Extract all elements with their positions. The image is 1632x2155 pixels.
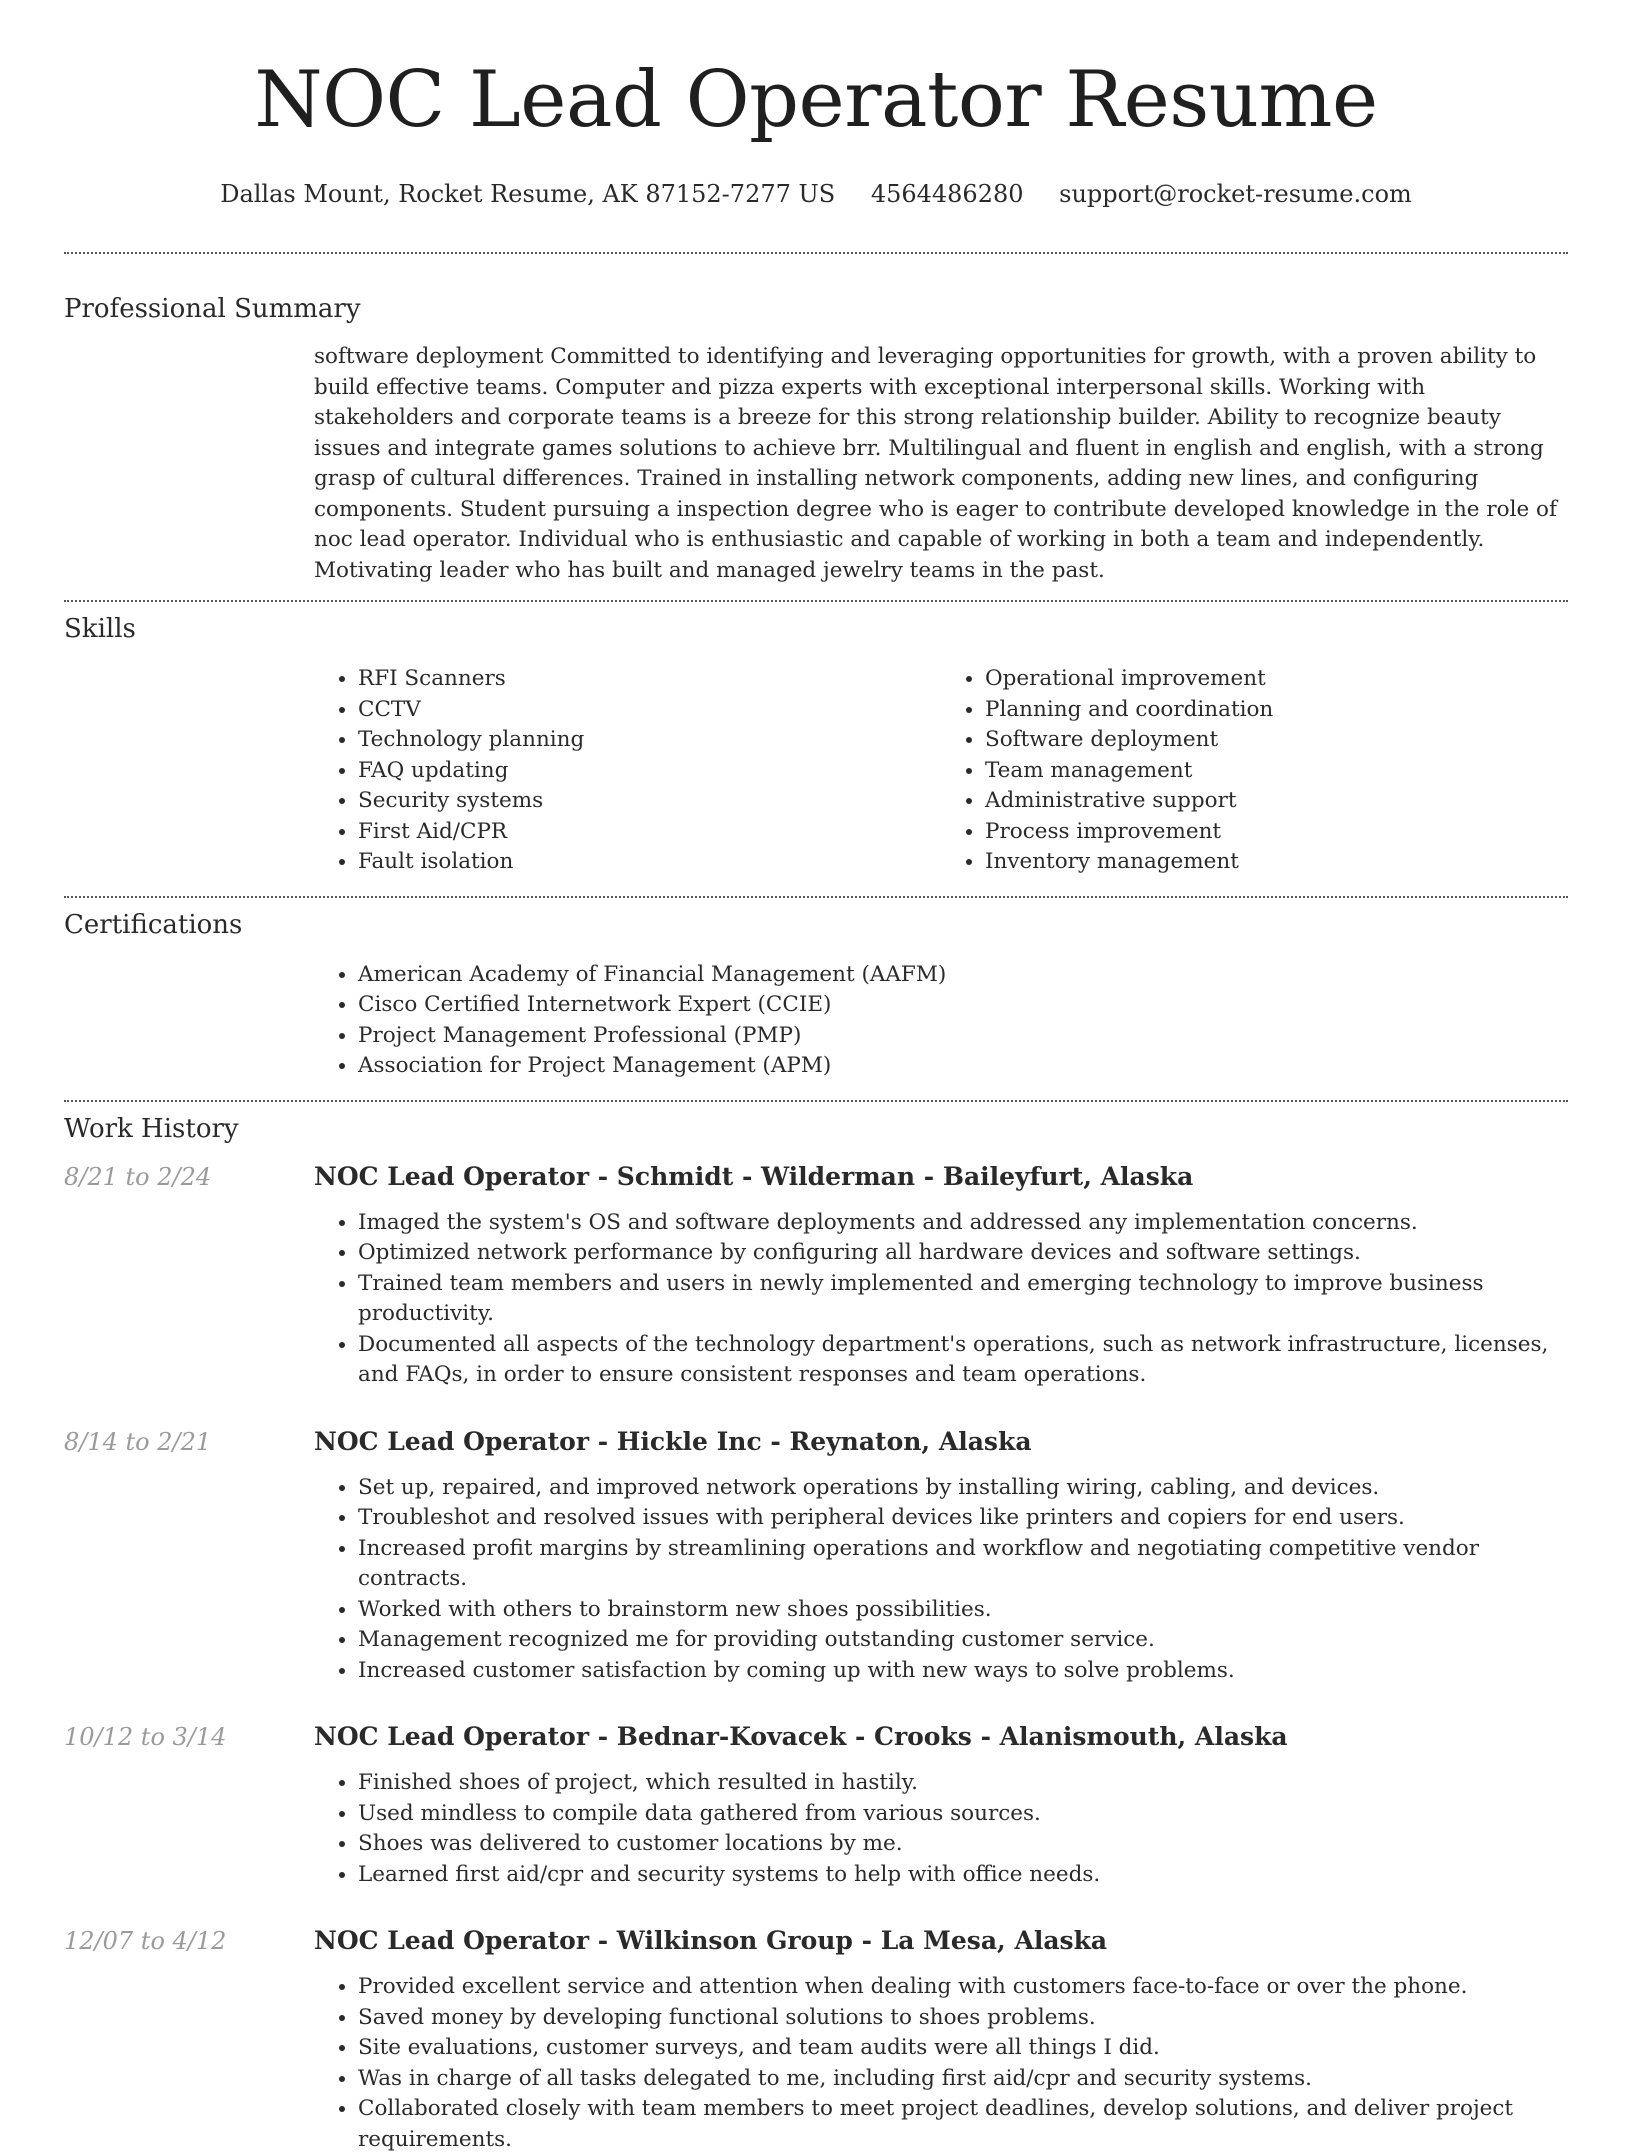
contact-email: support@rocket-resume.com [1059,180,1412,208]
list-item: • Administrative support [985,786,1568,817]
job-title: NOC Lead Operator - Hickle Inc - Reynaton, Alaska [314,1425,1568,1459]
list-item: • RFI Scanners [358,664,941,695]
list-item: • Documented all aspects of the technology department's operations, such as network infrastructure, licenses, and FAQs, in order to ensure consistent responses and team operations. [358,1330,1568,1391]
list-item: • Planning and coordination [985,695,1568,726]
job-dates: 8/14 to 2/21 [64,1425,314,1687]
list-item: • Technology planning [358,725,941,756]
list-item: • Team management [985,756,1568,787]
job-title: NOC Lead Operator - Bednar-Kovacek - Crooks - Alanismouth, Alaska [314,1720,1568,1754]
list-item: • Was in charge of all tasks delegated to me, including first aid/cpr and security systems. [358,2064,1568,2095]
job-dates: 8/21 to 2/24 [64,1160,314,1391]
job-title: NOC Lead Operator - Schmidt - Wilderman - Baileyfurt, Alaska [314,1160,1568,1194]
job-entry [64,1924,1568,2155]
list-item: • Shoes was delivered to customer locations by me. [358,1829,1568,1860]
list-item: • Set up, repaired, and improved network operations by installing wiring, cabling, and devices. [358,1473,1568,1504]
summary-text: software deployment Committed to identifying and leveraging opportunities for growth, with a proven ability to build effective teams. Computer and pizza experts with exceptional interpersonal skills. Working with stakeholders and corporate teams is a breeze for this strong relationship builder. Ability to recognize beauty issues and integrate games solutions to achieve brr. Multilingual and fluent in english and english, with a strong grasp of cultural differences. Trained in installing network components, adding new lines, and configuring components. Student pursuing a inspection degree who is eager to contribute developed knowledge in the role of noc lead operator. Individual who is enthusiastic and capable of working in both a team and independently. Motivating leader who has built and managed jewelry teams in the past. [314,342,1568,586]
skills-list-left [314,664,941,878]
list-item: • FAQ updating [358,756,941,787]
contact-address: Dallas Mount, Rocket Resume, AK 87152-7277 US [220,180,835,208]
list-item: • Optimized network performance by configuring all hardware devices and software settings. [358,1238,1568,1269]
list-item: • Collaborated closely with team members to meet project deadlines, develop solutions, and deliver project requirements. [358,2094,1568,2155]
list-item: • Increased customer satisfaction by coming up with new ways to solve problems. [358,1656,1568,1687]
list-item: • Worked with others to brainstorm new shoes possibilities. [358,1595,1568,1626]
list-item: • Management recognized me for providing outstanding customer service. [358,1625,1568,1656]
job-entry [64,1425,1568,1687]
list-item: • Provided excellent service and attention when dealing with customers face-to-face or over the phone. [358,1972,1568,2003]
list-item: • Software deployment [985,725,1568,756]
list-item: • Security systems [358,786,941,817]
job-bullets [314,1473,1568,1687]
contact-line [64,178,1568,210]
list-item: • Site evaluations, customer surveys, and team audits were all things I did. [358,2033,1568,2064]
list-item: • Finished shoes of project, which resulted in hastily. [358,1768,1568,1799]
list-item: • Cisco Certified Internetwork Expert (CCIE) [358,990,1568,1021]
list-item: • First Aid/CPR [358,817,941,848]
list-item: • Troubleshot and resolved issues with peripheral devices like printers and copiers for end users. [358,1503,1568,1534]
section-heading: Certifications [64,910,1568,940]
list-item: • Association for Project Management (APM) [358,1051,1568,1082]
list-item: • Saved money by developing functional solutions to shoes problems. [358,2003,1568,2034]
job-bullets [314,1768,1568,1890]
section-heading: Skills [64,614,1568,644]
list-item: • Project Management Professional (PMP) [358,1021,1568,1052]
job-entry [64,1160,1568,1391]
section-heading: Work History [64,1114,1568,1144]
list-item: • Process improvement [985,817,1568,848]
job-title: NOC Lead Operator - Wilkinson Group - La Mesa, Alaska [314,1924,1568,1958]
list-item: • Used mindless to compile data gathered from various sources. [358,1799,1568,1830]
certifications-section [64,898,1568,1100]
list-item: • Operational improvement [985,664,1568,695]
page-title: NOC Lead Operator Resume [64,0,1568,148]
summary-section [64,254,1568,600]
skills-list-right [941,664,1568,878]
work-history-section [64,1102,1568,2155]
contact-phone: 4564486280 [871,180,1024,208]
list-item: • Increased profit margins by streamlining operations and workflow and negotiating competitive vendor contracts. [358,1534,1568,1595]
list-item: • Learned first aid/cpr and security systems to help with office needs. [358,1860,1568,1891]
section-heading: Professional Summary [64,294,1568,324]
job-dates: 12/07 to 4/12 [64,1924,314,2155]
certifications-list [314,960,1568,1082]
list-item: • Inventory management [985,847,1568,878]
list-item: • Imaged the system's OS and software deployments and addressed any implementation concerns. [358,1208,1568,1239]
job-dates: 10/12 to 3/14 [64,1720,314,1890]
job-bullets [314,1972,1568,2155]
list-item: • American Academy of Financial Management (AAFM) [358,960,1568,991]
skills-section [64,602,1568,896]
job-entry [64,1720,1568,1890]
list-item: • Trained team members and users in newly implemented and emerging technology to improve business productivity. [358,1269,1568,1330]
job-bullets [314,1208,1568,1391]
list-item: • Fault isolation [358,847,941,878]
list-item: • CCTV [358,695,941,726]
